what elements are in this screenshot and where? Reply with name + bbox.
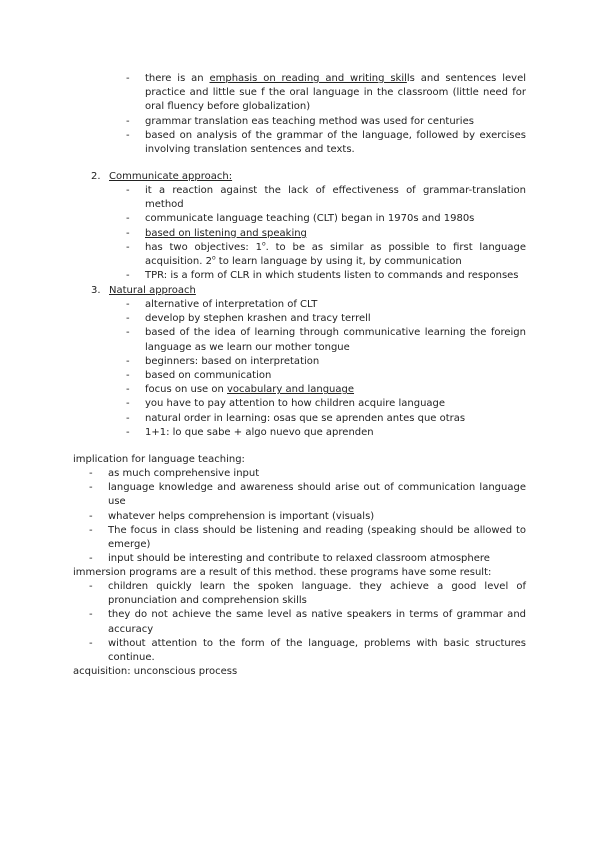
section2-heading	[91, 170, 232, 184]
list-item: - they do not achieve the same level as native speakers in terms of grammar and accuracy	[89, 608, 526, 636]
list-item: - natural order in learning: osas que se aprenden antes que otras	[126, 412, 526, 426]
section3-heading	[91, 284, 196, 298]
list-item: - input should be interesting and contribute to relaxed classroom atmosphere	[89, 552, 526, 566]
closing-line: acquisition: unconscious process	[73, 666, 238, 677]
underlined-text: based on listening and speaking	[145, 227, 307, 239]
list-item: - The focus in class should be listening and reading (speaking should be allowed to emerge)	[89, 524, 526, 552]
list-item: - whatever helps comprehension is important (visuals)	[89, 510, 526, 524]
section3-number: 3.	[91, 285, 101, 296]
implication-heading: implication for language teaching:	[73, 454, 245, 465]
list-item: - alternative of interpretation of CLT	[126, 298, 526, 312]
list-item: - grammar translation eas teaching method was used for centuries	[126, 115, 526, 129]
list-item: - beginners: based on interpretation	[126, 355, 526, 369]
list-item: - develop by stephen krashen and tracy terrell	[126, 312, 526, 326]
list-item: - children quickly learn the spoken language. they achieve a good level of pronunciation and comprehension skills	[89, 580, 526, 608]
immersion-heading: immersion programs are a result of this method. these programs have some result:	[73, 567, 492, 578]
list-item: - focus on use on vocabulary and language	[126, 383, 526, 397]
section2-list	[126, 184, 526, 283]
list-item: - 1+1: lo que sabe + algo nuevo que aprenden	[126, 426, 526, 440]
list-item: - language knowledge and awareness should arise out of communication language use	[89, 481, 526, 509]
list-item: - you have to pay attention to how children acquire language	[126, 397, 526, 411]
list-item: - based of the idea of learning through communicative learning the foreign language as we learn our mother tongue	[126, 326, 526, 354]
list-item: - based on analysis of the grammar of the language, followed by exercises involving translation sentences and texts.	[126, 129, 526, 157]
list-item: - there is an emphasis on reading and writing skills and sentences level practice and little sue f the oral language in the classroom (little need for oral fluency before globalization)	[126, 72, 526, 115]
section2-number: 2.	[91, 171, 101, 182]
immersion-list	[89, 580, 526, 665]
list-item: - as much comprehensive input	[89, 467, 526, 481]
list-item: - it a reaction against the lack of effectiveness of grammar-translation method	[126, 184, 526, 212]
list-item: - without attention to the form of the language, problems with basic structures continue.	[89, 637, 526, 665]
section3-list	[126, 298, 526, 440]
underlined-text: vocabulary and language	[227, 384, 355, 396]
section1-list	[126, 72, 526, 157]
list-item: - TPR: is a form of CLR in which students listen to commands and responses	[126, 269, 526, 283]
list-item: - based on communication	[126, 369, 526, 383]
list-item: - communicate language teaching (CLT) began in 1970s and 1980s	[126, 212, 526, 226]
section2-title: Communicate approach:	[109, 171, 233, 182]
list-item	[126, 227, 526, 241]
underlined-text: emphasis on reading and writing skil	[209, 73, 407, 84]
section3-title: Natural approach	[109, 285, 196, 296]
list-item: - has two objectives: 1$^o$. to be as similar as possible to first language acquisition. 2$^o$ to learn language by using it, by communication	[126, 241, 526, 269]
implication-list	[89, 467, 526, 566]
